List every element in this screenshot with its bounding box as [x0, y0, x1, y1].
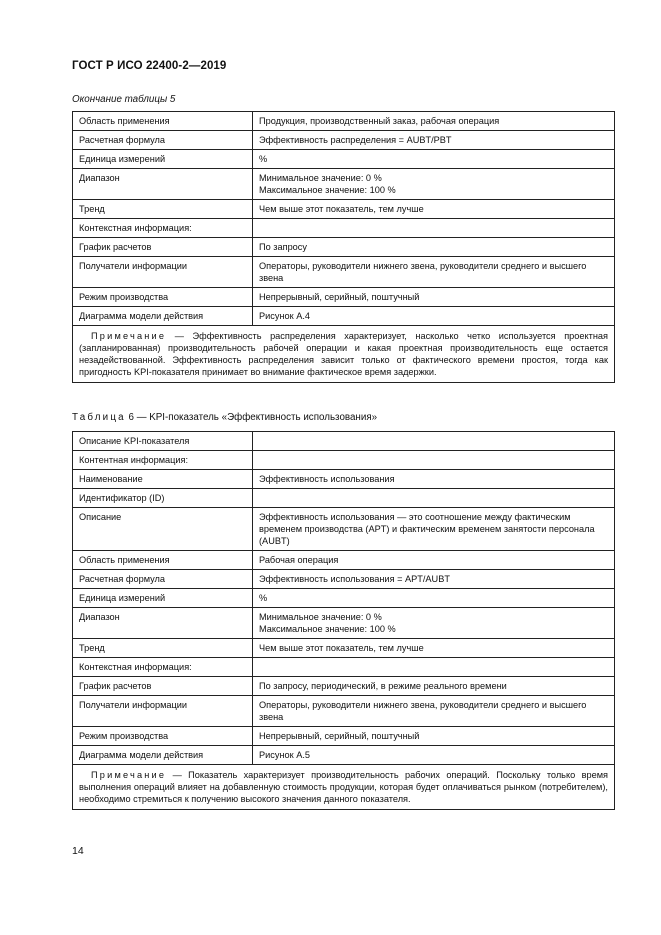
row-label: Тренд: [73, 639, 253, 658]
row-label: Контекстная информация:: [73, 219, 253, 238]
table-row: [73, 307, 615, 326]
table-row: [73, 288, 615, 307]
row-value: Эффективность распределения = AUBT/PBT: [253, 131, 615, 150]
row-value: [253, 489, 615, 508]
document-number: ГОСТ Р ИСО 22400-2—2019: [72, 60, 227, 72]
row-label: Единица измерений: [73, 589, 253, 608]
table6-caption: [72, 412, 377, 423]
row-label: Описание: [73, 508, 253, 551]
row-label: Расчетная формула: [73, 570, 253, 589]
row-value: Эффективность использования: [253, 470, 615, 489]
row-label: Диапазон: [73, 169, 253, 200]
row-label: Идентификатор (ID): [73, 489, 253, 508]
table-row: [73, 727, 615, 746]
row-label: Единица измерений: [73, 150, 253, 169]
table-row: [73, 746, 615, 765]
row-label: Область применения: [73, 112, 253, 131]
table-row: [73, 112, 615, 131]
note-text: — Эффективность распределения характеризует, насколько четко используется проектная (запланированная) производительность рабочей операции и какая проектная производительность еще остается незадействованной. Эффективность распределения зависит только от фактического времени простоя, тогда как пригодность KPI-показателя принимает во внимание фактическое время задержки.: [79, 331, 608, 377]
row-value: [253, 219, 615, 238]
row-value: По запросу, периодический, в режиме реального времени: [253, 677, 615, 696]
table-row: [73, 219, 615, 238]
row-value: Эффективность использования = APT/AUBT: [253, 570, 615, 589]
note-cell: [73, 765, 615, 810]
row-label: Описание KPI-показателя: [73, 432, 253, 451]
table6-caption-text: 6 — KPI-показатель «Эффективность использования»: [125, 412, 378, 423]
table-row: [73, 639, 615, 658]
table-row: [73, 658, 615, 677]
table-row: [73, 451, 615, 470]
table-row: [73, 589, 615, 608]
row-value: Эффективность использования — это соотношение между фактическим временем производства (APT) и фактическим временем занятости персонала (AUBT): [253, 508, 615, 551]
note-cell: [73, 326, 615, 383]
table6-caption-label: Таблица: [72, 412, 126, 423]
row-label: Контекстная информация:: [73, 658, 253, 677]
table-row: [73, 570, 615, 589]
row-value: Чем выше этот показатель, тем лучше: [253, 639, 615, 658]
table-row: [73, 238, 615, 257]
table-row: [73, 551, 615, 570]
table-row: [73, 470, 615, 489]
row-value: Рисунок А.5: [253, 746, 615, 765]
note-row: [73, 765, 615, 810]
table-row: [73, 508, 615, 551]
row-label: Получатели информации: [73, 696, 253, 727]
row-value: Операторы, руководители нижнего звена, руководители среднего и высшего звена: [253, 257, 615, 288]
table-row: [73, 696, 615, 727]
row-label: Тренд: [73, 200, 253, 219]
row-value: Минимальное значение: 0 % Максимальное значение: 100 %: [253, 608, 615, 639]
row-value: Непрерывный, серийный, поштучный: [253, 288, 615, 307]
row-label: Диаграмма модели действия: [73, 746, 253, 765]
table-row: [73, 677, 615, 696]
row-label: График расчетов: [73, 677, 253, 696]
row-label: Диапазон: [73, 608, 253, 639]
row-value: Минимальное значение: 0 % Максимальное значение: 100 %: [253, 169, 615, 200]
table-row: [73, 432, 615, 451]
page-number: 14: [72, 845, 84, 857]
row-label: Диаграмма модели действия: [73, 307, 253, 326]
row-label: Режим производства: [73, 288, 253, 307]
row-value: Чем выше этот показатель, тем лучше: [253, 200, 615, 219]
row-value: По запросу: [253, 238, 615, 257]
table-row: [73, 257, 615, 288]
row-value: Продукция, производственный заказ, рабочая операция: [253, 112, 615, 131]
note-text: — Показатель характеризует производительность рабочих операций. Поскольку только время выполнения операций влияет на добавленную стоимость продукции, которая будет оплачиваться рынком (потребителем), необходимо стремиться к получению высокого значения данного показателя.: [79, 770, 608, 804]
note-label: Примечание: [91, 770, 167, 780]
table6: [72, 431, 615, 810]
row-value: [253, 658, 615, 677]
table5-caption: Окончание таблицы 5: [72, 94, 176, 105]
table-row: [73, 608, 615, 639]
table-row: [73, 200, 615, 219]
table-row: [73, 150, 615, 169]
row-value: [253, 451, 615, 470]
row-value: Непрерывный, серийный, поштучный: [253, 727, 615, 746]
row-label: Наименование: [73, 470, 253, 489]
row-label: Расчетная формула: [73, 131, 253, 150]
row-value: %: [253, 589, 615, 608]
row-label: Контентная информация:: [73, 451, 253, 470]
row-label: Режим производства: [73, 727, 253, 746]
row-value: Рисунок А.4: [253, 307, 615, 326]
row-value: [253, 432, 615, 451]
row-value: Операторы, руководители нижнего звена, руководители среднего и высшего звена: [253, 696, 615, 727]
note-label: Примечание: [91, 331, 167, 341]
note-row: [73, 326, 615, 383]
table5: [72, 111, 615, 383]
table-row: [73, 169, 615, 200]
row-label: Получатели информации: [73, 257, 253, 288]
table-row: [73, 131, 615, 150]
row-value: Рабочая операция: [253, 551, 615, 570]
table-row: [73, 489, 615, 508]
row-value: %: [253, 150, 615, 169]
row-label: График расчетов: [73, 238, 253, 257]
row-label: Область применения: [73, 551, 253, 570]
